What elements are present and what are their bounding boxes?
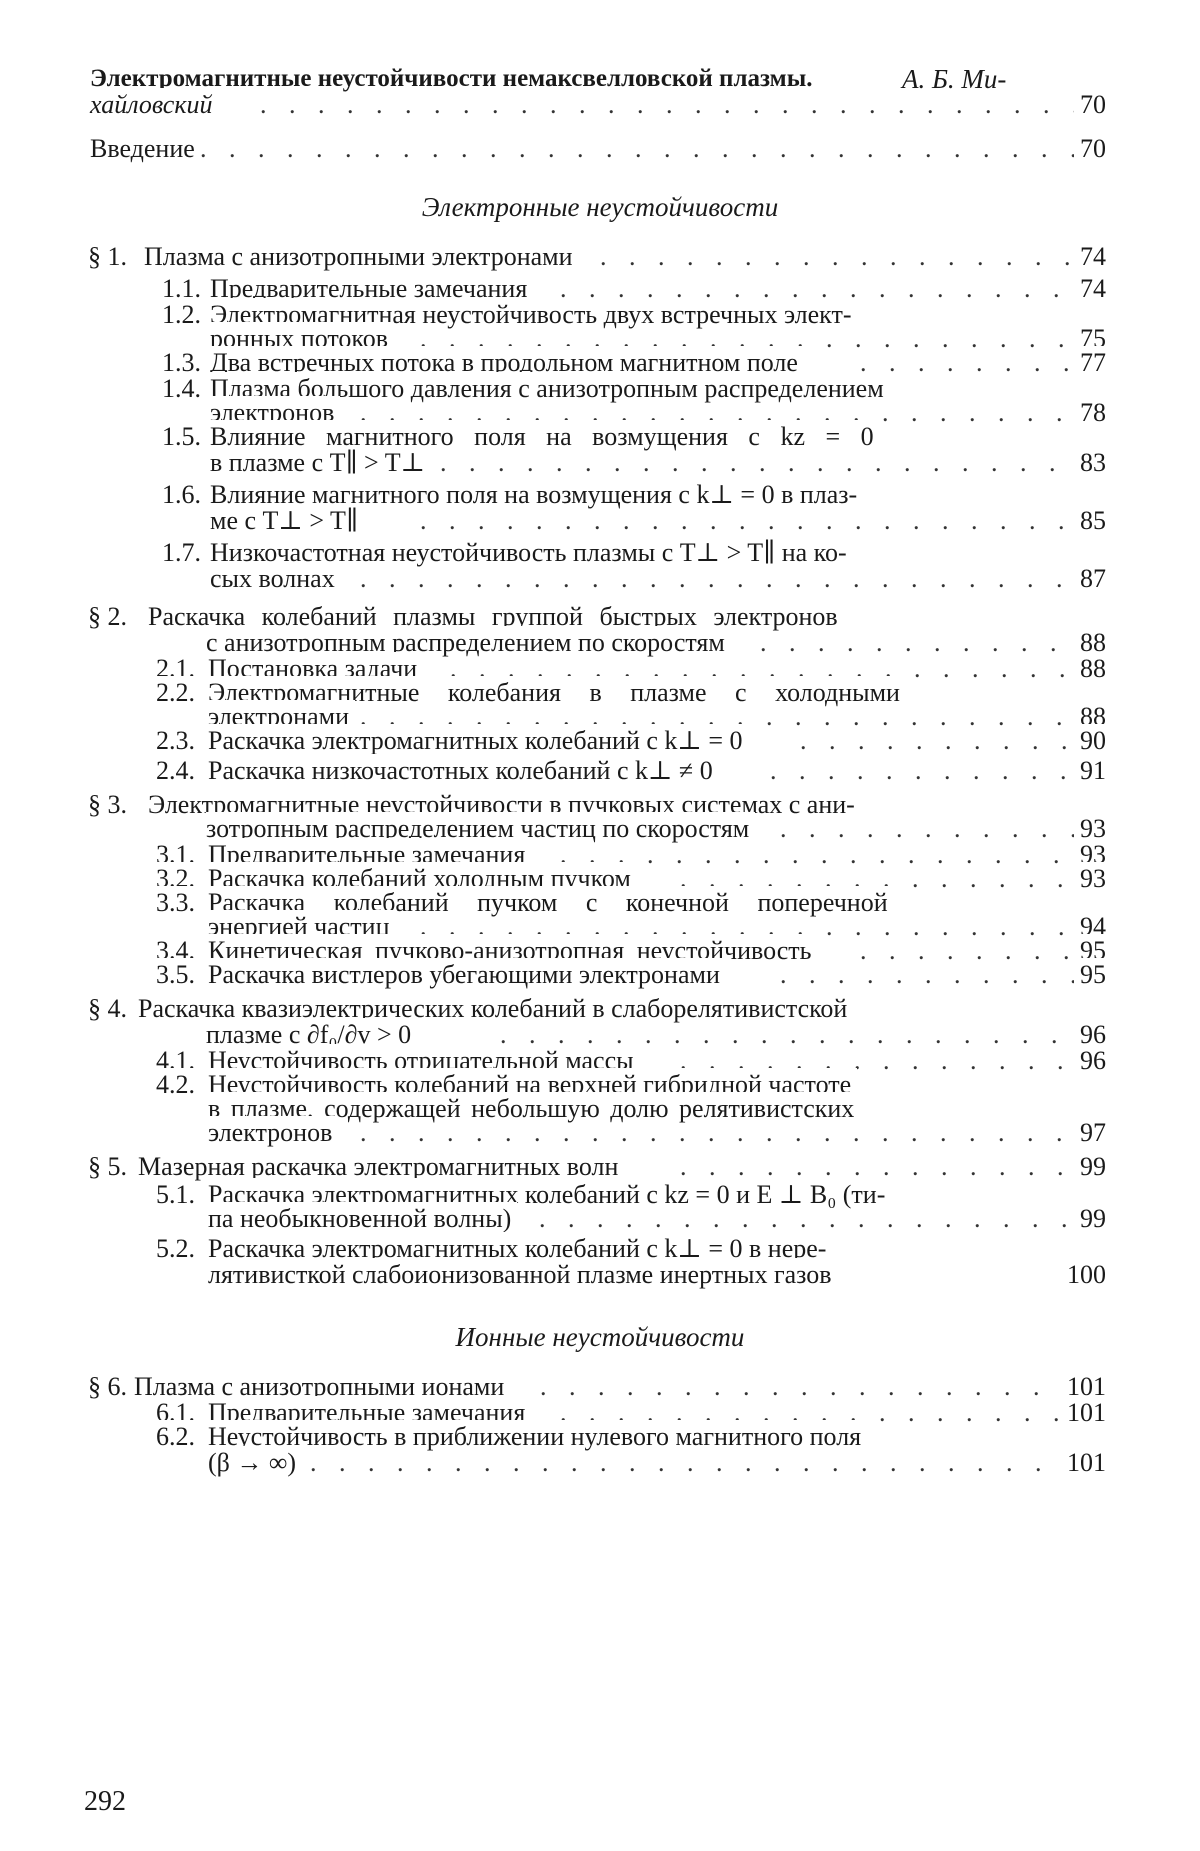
page-number: 74 [1074, 272, 1106, 306]
subsection-number: 1.6. [162, 478, 201, 512]
subsection-number: 1.5. [162, 420, 201, 454]
subsection-title-cont: электронов [210, 396, 340, 430]
page-number: 77 [1074, 346, 1106, 380]
section-title-cont: зотропным распределением частиц по скоростям [206, 812, 755, 846]
subsection-title: Раскачка колебаний холодным пучком [208, 862, 637, 896]
subsection-number: 1.7. [162, 536, 201, 570]
subsection-title: Предварительные замечания [208, 1396, 531, 1430]
page-number: 101 [1061, 1446, 1106, 1480]
section-title: Плазма с анизотропными ионами [134, 1370, 510, 1404]
subsection-number: 1.2. [162, 298, 201, 332]
subsection-title: Влияние магнитного поля на возмущения с k⊥ = 0 в плаз- [210, 478, 863, 512]
page-number: 88 [1074, 700, 1106, 734]
subsection-number: 3.4. [156, 934, 195, 968]
leader-dots [780, 958, 1080, 992]
subsection-title: Раскачка колебаний пучком с конечной поперечной [208, 886, 894, 920]
subsection-title: Раскачка электромагнитных колебаний с k⊥ = 0 в нере- [208, 1232, 832, 1266]
subsection-title-cont: в плазме, содержащей небольшую долю релятивистских [208, 1092, 860, 1126]
section-entry [0, 240, 1200, 274]
subsection-title: Влияние магнитного поля на возмущения с kz = 0 [210, 420, 880, 454]
subsection-number: 2.2. [156, 676, 195, 710]
subsection-title-cont: электронами [208, 700, 355, 734]
article-author-part1: А. Б. Ми- [902, 62, 1012, 96]
subsection-title: Низкочастотная неустойчивость плазмы с T⊥ > T∥ на ко- [210, 536, 853, 570]
page-number: 93 [1074, 812, 1106, 846]
article-author-part2: хайловский [90, 88, 219, 122]
page-folio: 292 [84, 1785, 126, 1819]
page-number: 94 [1074, 910, 1106, 944]
page-number: 88 [1074, 626, 1106, 660]
leader-dots [770, 754, 1080, 788]
subsection-title-cont: сых волнах [210, 562, 341, 596]
subsection-title: Предварительные замечания [210, 272, 533, 306]
page-number: 85 [1074, 504, 1106, 538]
page-number: 91 [1074, 754, 1106, 788]
subsection-title-cont: энергией частиц [208, 910, 396, 944]
page-number: 74 [1074, 240, 1106, 274]
subsection-number: 1.3. [162, 346, 201, 380]
page-number: 87 [1074, 562, 1106, 596]
subsection-number: 5.1. [156, 1178, 195, 1212]
subsection-title: Постановка задачи [208, 652, 423, 686]
subsection-title: Два встречных потока в продольном магнитном поле [210, 346, 804, 380]
subsection-title: Раскачка низкочастотных колебаний с k⊥ ≠ 0 [208, 754, 719, 788]
subsection-entry [0, 724, 1200, 758]
page-number: 75 [1074, 322, 1106, 356]
page-number: 96 [1074, 1044, 1106, 1078]
section-title: Плазма с анизотропными электронами [144, 240, 579, 274]
subsection-title: Раскачка электромагнитных колебаний с k⊥ = 0 [208, 724, 749, 758]
page-number: 93 [1074, 838, 1106, 872]
subsection-number: 3.2. [156, 862, 195, 896]
subsection-title: Раскачка вистлеров убегающими электронами [208, 958, 726, 992]
section-title: Раскачка квазиэлектрических колебаний в слаборелятивистской [138, 992, 853, 1026]
page-number: 70 [1074, 88, 1106, 122]
subsection-title-cont: ронных потоков [210, 322, 394, 356]
subsection-entry [0, 958, 1200, 992]
section-title-cont: с анизотропным распределением по скоростям [206, 626, 731, 660]
leader-dots [200, 132, 1080, 166]
section-heading-electron: Электронные неустойчивости [0, 190, 1200, 224]
subsection-number: 2.1. [156, 652, 195, 686]
subsection-title: Неустойчивость в приближении нулевого магнитного поля [208, 1420, 867, 1454]
subsection-title: Неустойчивость колебаний на верхней гибридной частоте [208, 1068, 857, 1102]
subsection-number: 3.3. [156, 886, 195, 920]
subsection-number: 1.1. [162, 272, 201, 306]
subsection-title: Электромагнитная неустойчивость двух встречных элект- [210, 298, 858, 332]
intro-label: Введение [90, 132, 201, 166]
section-heading-ion: Ионные неустойчивости [0, 1320, 1200, 1354]
page-number: 83 [1074, 446, 1106, 480]
page-number: 93 [1074, 862, 1106, 896]
leader-dots [800, 724, 1080, 758]
article-title: Электромагнитные неустойчивости немаксвелловской плазмы. [90, 62, 818, 96]
page-number: 70 [1074, 132, 1106, 166]
page-number: 101 [1061, 1396, 1106, 1430]
page-number: 90 [1074, 724, 1106, 758]
section-number: § 4. [88, 992, 127, 1026]
subsection-title: Предварительные замечания [208, 838, 531, 872]
page-number: 99 [1074, 1150, 1106, 1184]
subsection-number: 4.2. [156, 1068, 195, 1102]
subsection-title: Неустойчивость отрицательной массы [208, 1044, 640, 1078]
subsection-title: Плазма большого давления с анизотропным распределением [210, 372, 890, 406]
subsection-number: 3.5. [156, 958, 195, 992]
page-number: 97 [1074, 1116, 1106, 1150]
page-number: 100 [1061, 1258, 1106, 1292]
subsection-number: 1.4. [162, 372, 201, 406]
section-number: § 6. [88, 1370, 127, 1404]
page-number: 101 [1061, 1370, 1106, 1404]
leader-dots [860, 346, 1080, 380]
page-number: 99 [1074, 1202, 1106, 1236]
page-number: 95 [1074, 958, 1106, 992]
toc-page [0, 0, 1200, 1851]
page-number: 88 [1074, 652, 1106, 686]
subsection-title-cont: ме с T⊥ > T∥ [210, 504, 364, 538]
section-title: Раскачка колебаний плазмы группой быстрых электронов [148, 600, 844, 634]
subsection-title-cont: (β → ∞) [208, 1446, 302, 1480]
section-number: § 2. [88, 600, 127, 634]
subsection-title: Электромагнитные колебания в плазме с холодными [208, 676, 906, 710]
subsection-number: 6.1. [156, 1396, 195, 1430]
subsection-number: 2.3. [156, 724, 195, 758]
subsection-number: 6.2. [156, 1420, 195, 1454]
subsection-number: 5.2. [156, 1232, 195, 1266]
page-number: 95 [1074, 934, 1106, 968]
section-title-cont: плазме с ∂f₀/∂v > 0 [206, 1018, 417, 1052]
section-title: Мазерная раскачка электромагнитных волн [138, 1150, 624, 1184]
intro-entry [0, 132, 1200, 166]
section-number: § 1. [88, 240, 127, 274]
leader-dots [600, 240, 1080, 274]
section-title: Электромагнитные неустойчивости в пучковых системах с ани- [148, 788, 861, 822]
section-number: § 5. [88, 1150, 127, 1184]
subsection-title-cont: в плазме с T∥ > T⊥ [210, 446, 431, 480]
subsection-title: Раскачка электромагнитных колебаний с kz = 0 и E ⊥ B₀ (ти- [208, 1178, 891, 1212]
subsection-number: 4.1. [156, 1044, 195, 1078]
subsection-title-cont: па необыкновенной волны) [208, 1202, 517, 1236]
subsection-title-cont: электронов [208, 1116, 338, 1150]
page-number: 78 [1074, 396, 1106, 430]
subsection-entry [0, 754, 1200, 788]
subsection-title: Кинетическая пучково-анизотропная неустойчивость [208, 934, 818, 968]
section-number: § 3. [88, 788, 127, 822]
subsection-number: 3.1. [156, 838, 195, 872]
subsection-number: 2.4. [156, 754, 195, 788]
page-number: 96 [1074, 1018, 1106, 1052]
subsection-title-cont: лятивисткой слабоионизованной плазме инертных газов [208, 1258, 838, 1292]
